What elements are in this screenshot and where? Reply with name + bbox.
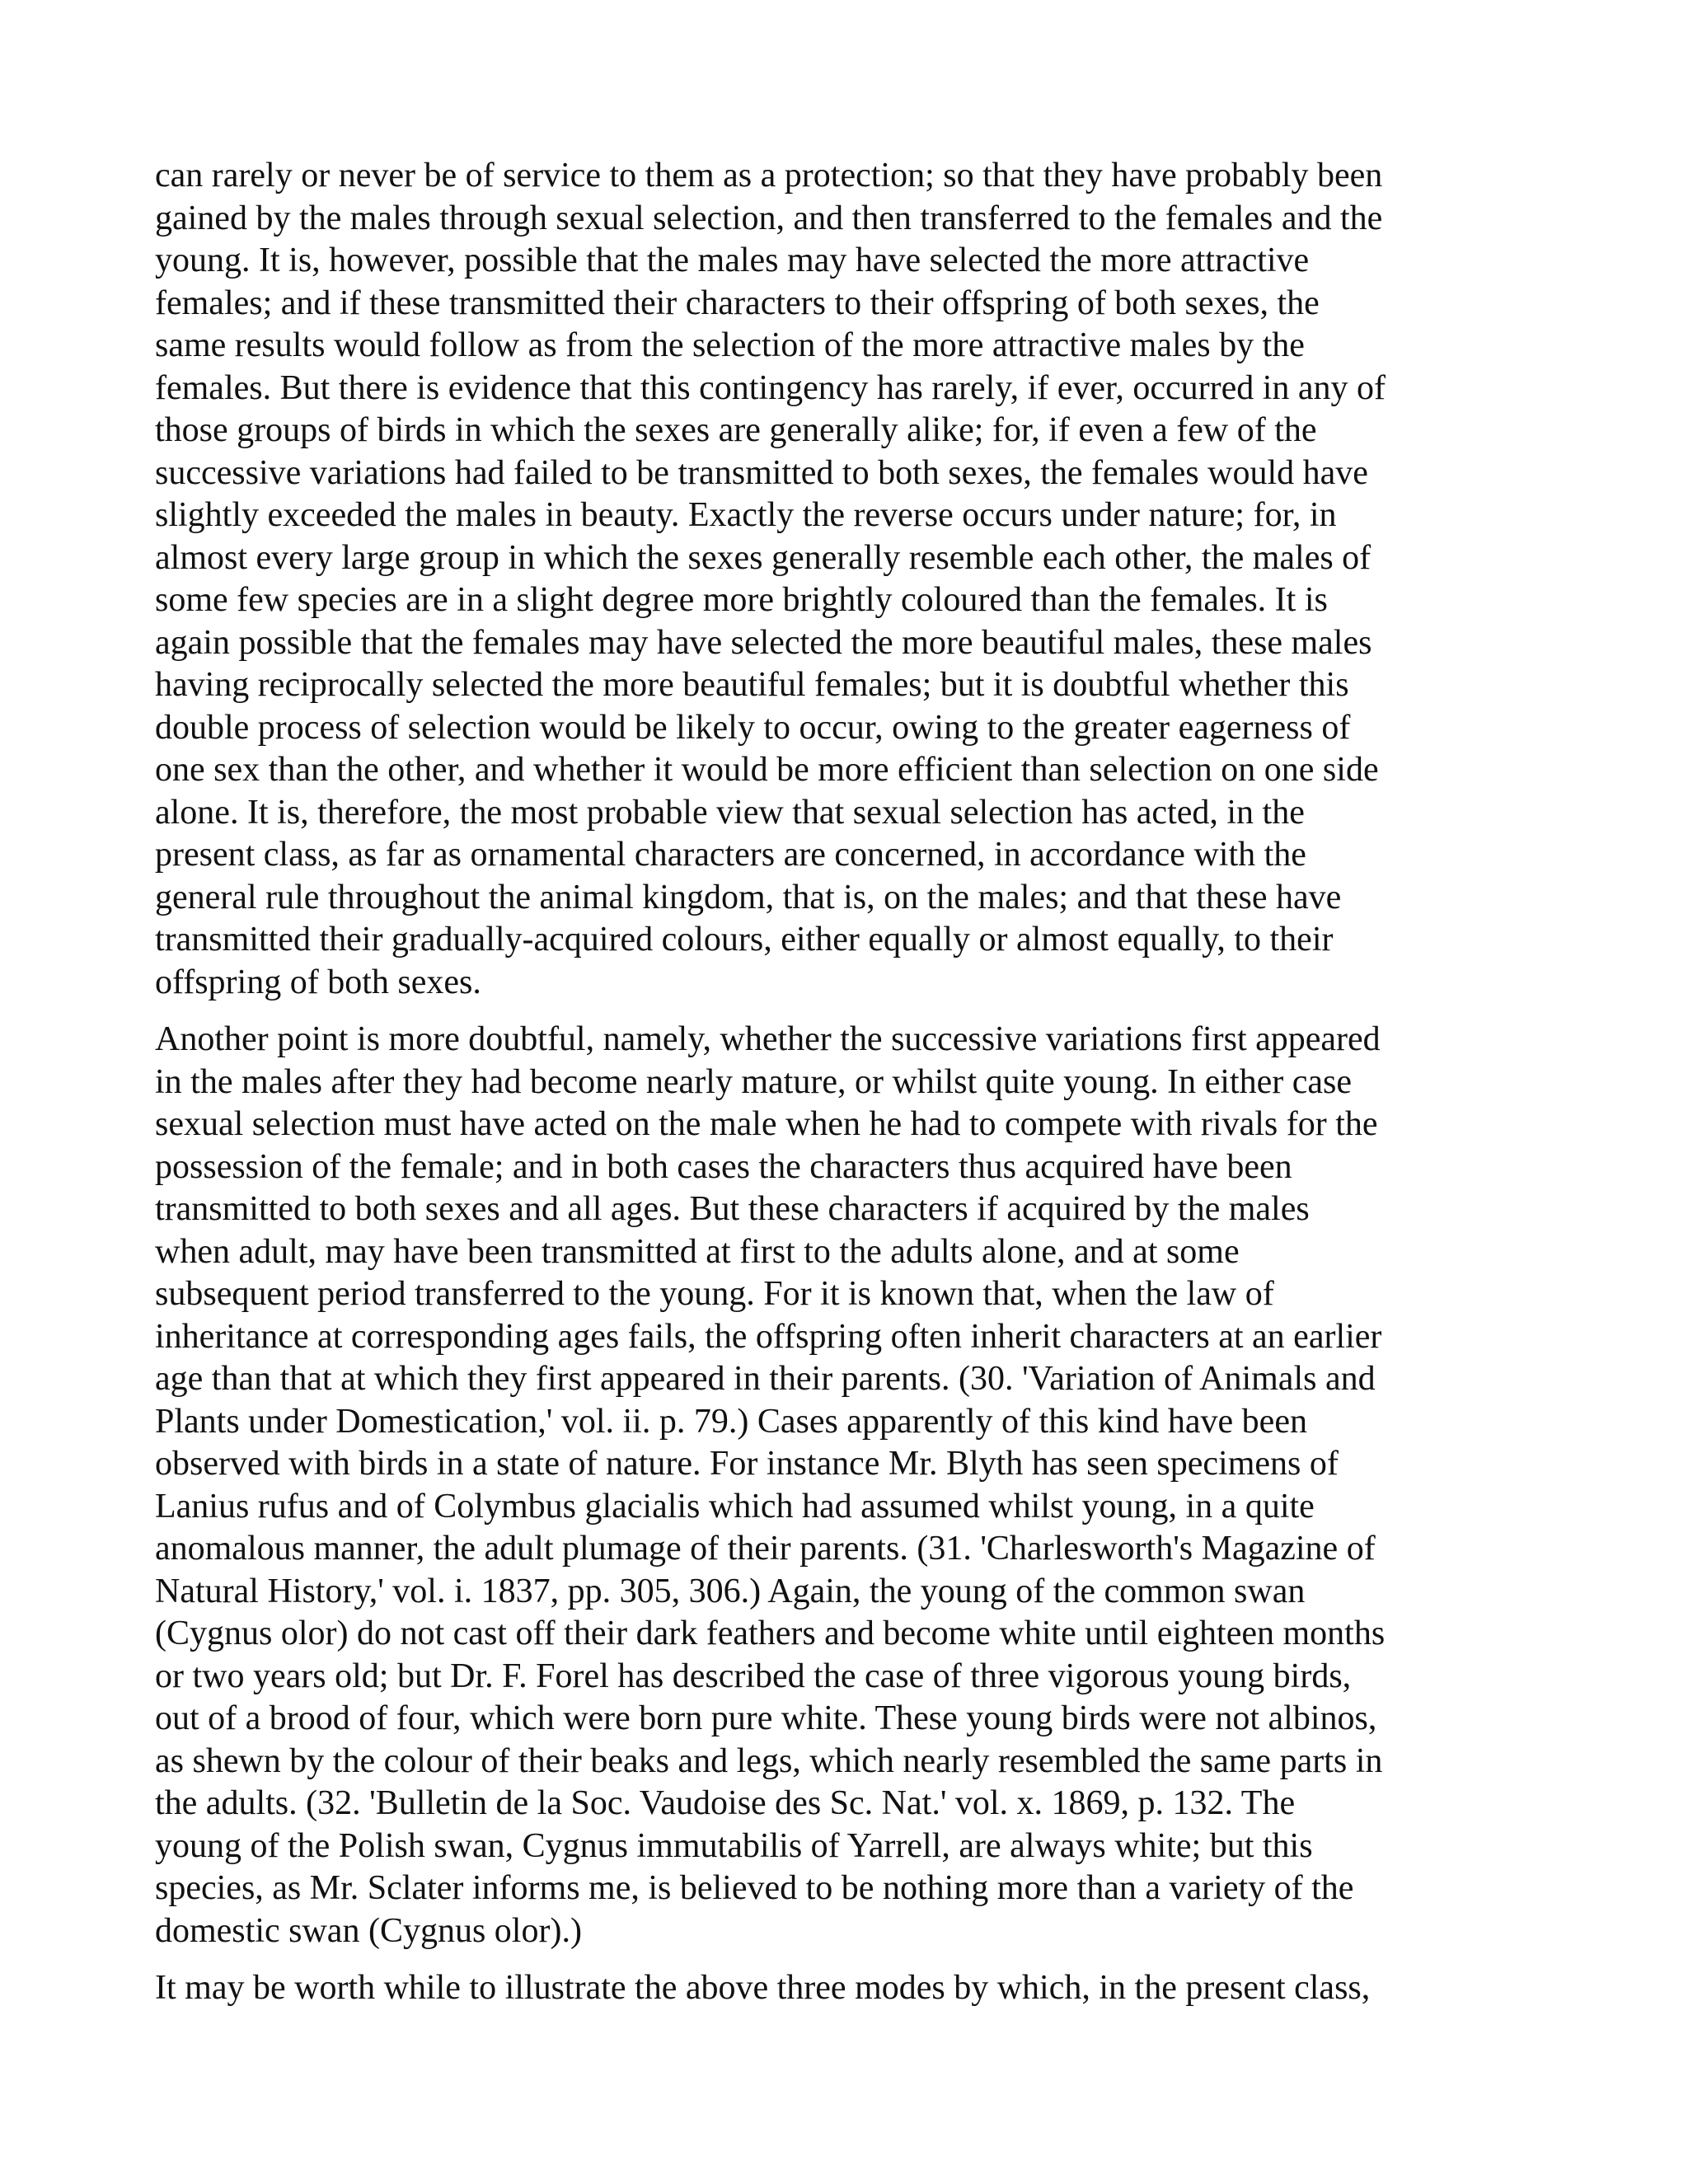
- text-line: young. It is, however, possible that the males may have selected the more attractive: [155, 241, 1310, 279]
- text-line: domestic swan (Cygnus olor).): [155, 1911, 582, 1950]
- text-line: Another point is more doubtful, namely, whether the successive variations first appeared: [155, 1020, 1381, 1058]
- text-line: species, as Mr. Sclater informs me, is believed to be nothing more than a variety of the: [155, 1869, 1354, 1907]
- text-line: almost every large group in which the sexes generally resemble each other, the males of: [155, 538, 1372, 577]
- text-line: alone. It is, therefore, the most probable view that sexual selection has acted, in the: [155, 793, 1305, 832]
- text-line: or two years old; but Dr. F. Forel has described the case of three vigorous young birds,: [155, 1657, 1352, 1695]
- text-line: females. But there is evidence that this contingency has rarely, if ever, occurred in any of: [155, 368, 1386, 407]
- text-line: sexual selection must have acted on the male when he had to compete with rivals for the: [155, 1105, 1378, 1143]
- text-line: when adult, may have been transmitted at first to the adults alone, and at some: [155, 1232, 1240, 1271]
- text-line: anomalous manner, the adult plumage of their parents. (31. 'Charlesworth's Magazine of: [155, 1530, 1376, 1568]
- text-line: slightly exceeded the males in beauty. Exactly the reverse occurs under nature; for, in: [155, 496, 1337, 534]
- text-line: general rule throughout the animal kingdom, that is, on the males; and that these have: [155, 878, 1342, 916]
- text-line: in the males after they had become nearly mature, or whilst quite young. In either case: [155, 1062, 1352, 1101]
- text-line: present class, as far as ornamental characters are concerned, in accordance with the: [155, 836, 1306, 874]
- document-page: [155, 155, 1531, 2025]
- paragraph-2: [155, 1019, 1531, 1952]
- text-line: young of the Polish swan, Cygnus immutabilis of Yarrell, are always white; but this: [155, 1826, 1313, 1865]
- text-line: females; and if these transmitted their characters to their offspring of both sexes, the: [155, 284, 1320, 322]
- text-line: transmitted their gradually-acquired colours, either equally or almost equally, to their: [155, 921, 1334, 958]
- text-line: Natural History,' vol. i. 1837, pp. 305, 306.) Again, the young of the common swan: [155, 1572, 1306, 1610]
- text-line: one sex than the other, and whether it would be more efficient than selection on one side: [155, 751, 1379, 789]
- text-line: observed with birds in a state of nature. For instance Mr. Blyth has seen specimens of: [155, 1445, 1339, 1483]
- text-line: age than that at which they first appeared in their parents. (30. 'Variation of Animals and: [155, 1360, 1376, 1398]
- text-line: transmitted to both sexes and all ages. But these characters if acquired by the males: [155, 1190, 1310, 1228]
- text-line: inheritance at corresponding ages fails, the offspring often inherit characters at an earlier: [155, 1317, 1382, 1356]
- paragraph-3: [155, 1967, 1531, 2010]
- text-line: It may be worth while to illustrate the above three modes by which, in the present class,: [155, 1969, 1371, 2007]
- text-line: as shewn by the colour of their beaks and legs, which nearly resembled the same parts in: [155, 1741, 1383, 1780]
- text-line: same results would follow as from the selection of the more attractive males by the: [155, 326, 1305, 364]
- text-line: double process of selection would be likely to occur, owing to the greater eagerness of: [155, 708, 1351, 747]
- text-line: (Cygnus olor) do not cast off their dark feathers and become white until eighteen months: [155, 1615, 1386, 1652]
- text-line: Lanius rufus and of Colymbus glacialis which had assumed whilst young, in a quite: [155, 1487, 1315, 1526]
- text-line: some few species are in a slight degree more brightly coloured than the females. It is: [155, 581, 1328, 619]
- text-line: subsequent period transferred to the young. For it is known that, when the law of: [155, 1275, 1274, 1313]
- text-line: offspring of both sexes.: [155, 963, 481, 1001]
- text-line: the adults. (32. 'Bulletin de la Soc. Vaudoise des Sc. Nat.' vol. x. 1869, p. 132. The: [155, 1784, 1296, 1822]
- paragraph-1: [155, 155, 1531, 1004]
- text-line: can rarely or never be of service to them as a protection; so that they have probably been: [155, 157, 1383, 194]
- text-line: Plants under Domestication,' vol. ii. p. 79.) Cases apparently of this kind have been: [155, 1402, 1307, 1441]
- text-line: those groups of birds in which the sexes are generally alike; for, if even a few of the: [155, 411, 1317, 449]
- text-line: gained by the males through sexual selection, and then transferred to the females and the: [155, 199, 1383, 237]
- text-line: having reciprocally selected the more beautiful females; but it is doubtful whether this: [155, 666, 1349, 704]
- text-line: again possible that the females may have selected the more beautiful males, these males: [155, 623, 1372, 662]
- text-line: possession of the female; and in both cases the characters thus acquired have been: [155, 1147, 1292, 1186]
- text-line: out of a brood of four, which were born pure white. These young birds were not albinos,: [155, 1699, 1377, 1737]
- text-line: successive variations had failed to be transmitted to both sexes, the females would have: [155, 453, 1368, 492]
